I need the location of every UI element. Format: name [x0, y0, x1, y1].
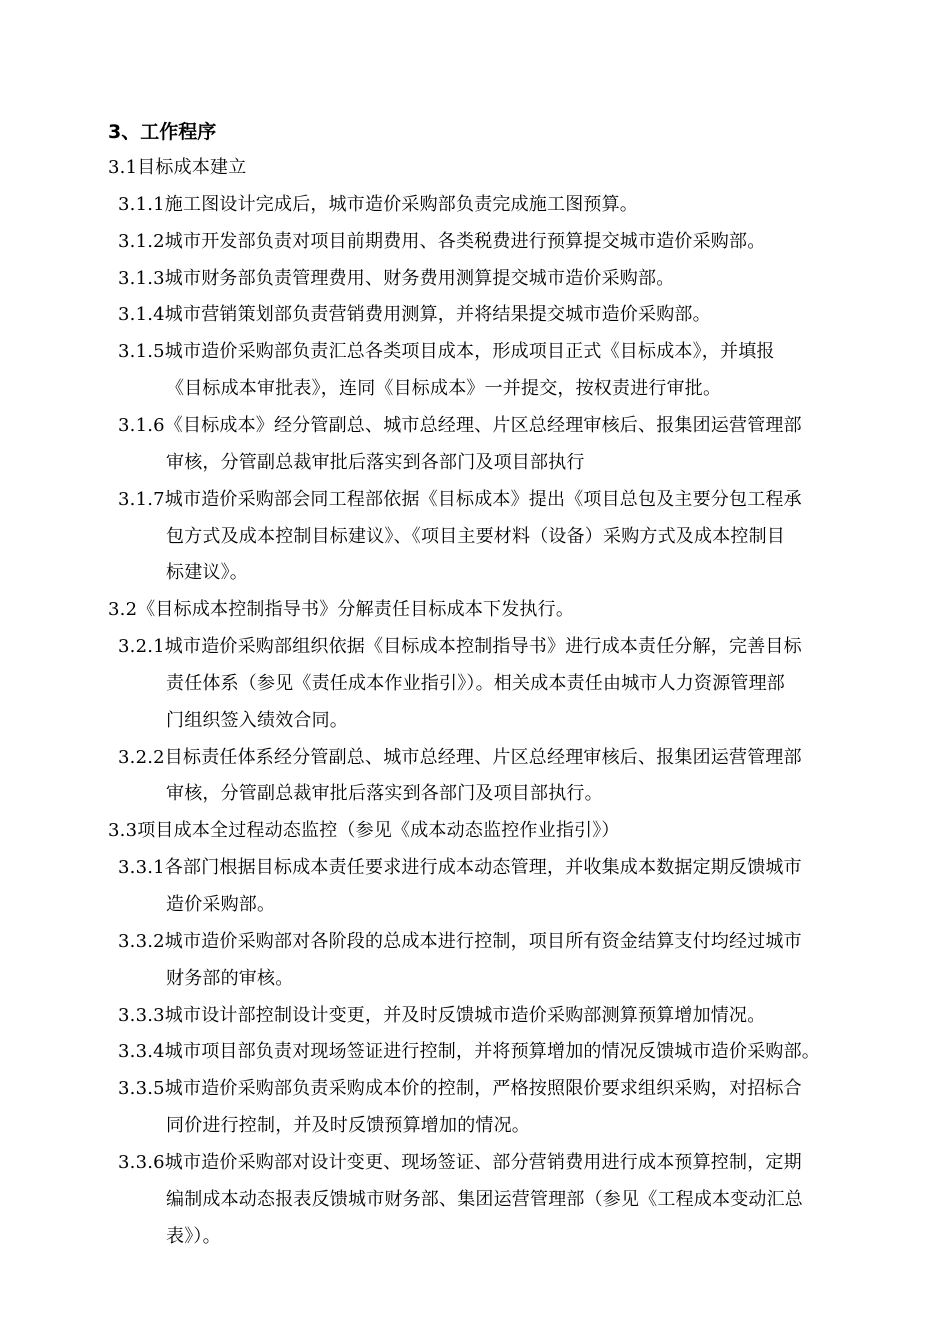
list-item: 3.3.3城市设计部控制设计变更，并及时反馈城市造价采购部测算预算增加情况。 [118, 1004, 766, 1026]
list-item-continuation: 门组织签入绩效合同。 [166, 709, 348, 731]
list-item: 3.3.1各部门根据目标成本责任要求进行成本动态管理，并收集成本数据定期反馈城市 [118, 857, 802, 879]
list-item: 3.3.4城市项目部负责对现场签证进行控制，并将预算增加的情况反馈城市造价采购部。 [118, 1041, 820, 1063]
list-item: 3.2.2目标责任体系经分管副总、城市总经理、片区总经理审核后、报集团运营管理部 [118, 746, 802, 768]
list-item-continuation: 包方式及成本控制目标建议》、《项目主要材料（设备）采购方式及成本控制目 [166, 525, 785, 547]
list-item: 3.3.5城市造价采购部负责采购成本价的控制，严格按照限价要求组织采购，对招标合 [118, 1078, 802, 1100]
list-item-continuation: 同价进行控制，并及时反馈预算增加的情况。 [166, 1115, 530, 1137]
subsection-title: 3.3项目成本全过程动态监控（参见《成本动态监控作业指引》） [108, 820, 620, 842]
subsection-title: 3.2《目标成本控制指导书》分解责任目标成本下发执行。 [108, 599, 575, 621]
list-item: 3.3.6城市造价采购部对设计变更、现场签证、部分营销费用进行成本预算控制，定期 [118, 1151, 802, 1173]
list-item-continuation: 审核，分管副总裁审批后落实到各部门及项目部执行。 [166, 783, 603, 805]
list-item: 3.1.2城市开发部负责对项目前期费用、各类税费进行预算提交城市造价采购部。 [118, 230, 766, 252]
list-item: 3.2.1城市造价采购部组织依据《目标成本控制指导书》进行成本责任分解，完善目标 [118, 636, 802, 658]
list-item-continuation: 标建议》。 [166, 562, 248, 584]
list-item: 3.1.7城市造价采购部会同工程部依据《目标成本》提出《项目总包及主要分包工程承 [118, 488, 802, 510]
list-item-continuation: 编制成本动态报表反馈城市财务部、集团运营管理部（参见《工程成本变动汇总 [166, 1188, 803, 1210]
list-item-continuation: 财务部的审核。 [166, 967, 294, 989]
section-heading: 3、工作程序 [108, 121, 217, 143]
list-item: 3.1.6《目标成本》经分管副总、城市总经理、片区总经理审核后、报集团运营管理部 [118, 414, 802, 436]
list-item: 3.3.2城市造价采购部对各阶段的总成本进行控制，项目所有资金结算支付均经过城市 [118, 930, 802, 952]
list-item: 3.1.3城市财务部负责管理费用、财务费用测算提交城市造价采购部。 [118, 267, 675, 289]
list-item-continuation: 表》）。 [166, 1225, 221, 1247]
list-item: 3.1.1施工图设计完成后，城市造价采购部负责完成施工图预算。 [118, 193, 638, 215]
list-item: 3.1.5城市造价采购部负责汇总各类项目成本，形成项目正式《目标成本》，并填报 [118, 341, 775, 363]
list-item-continuation: 责任体系（参见《责任成本作业指引》）。相关成本责任由城市人力资源管理部 [166, 672, 785, 694]
list-item-continuation: 造价采购部。 [166, 894, 276, 915]
list-item-continuation: 《目标成本审批表》，连同《目标成本》一并提交，按权责进行审批。 [166, 378, 722, 400]
list-item-continuation: 审核，分管副总裁审批后落实到各部门及项目部执行 [166, 451, 585, 473]
subsection-title: 3.1目标成本建立 [108, 157, 247, 178]
list-item: 3.1.4城市营销策划部负责营销费用测算，并将结果提交城市造价采购部。 [118, 304, 711, 326]
